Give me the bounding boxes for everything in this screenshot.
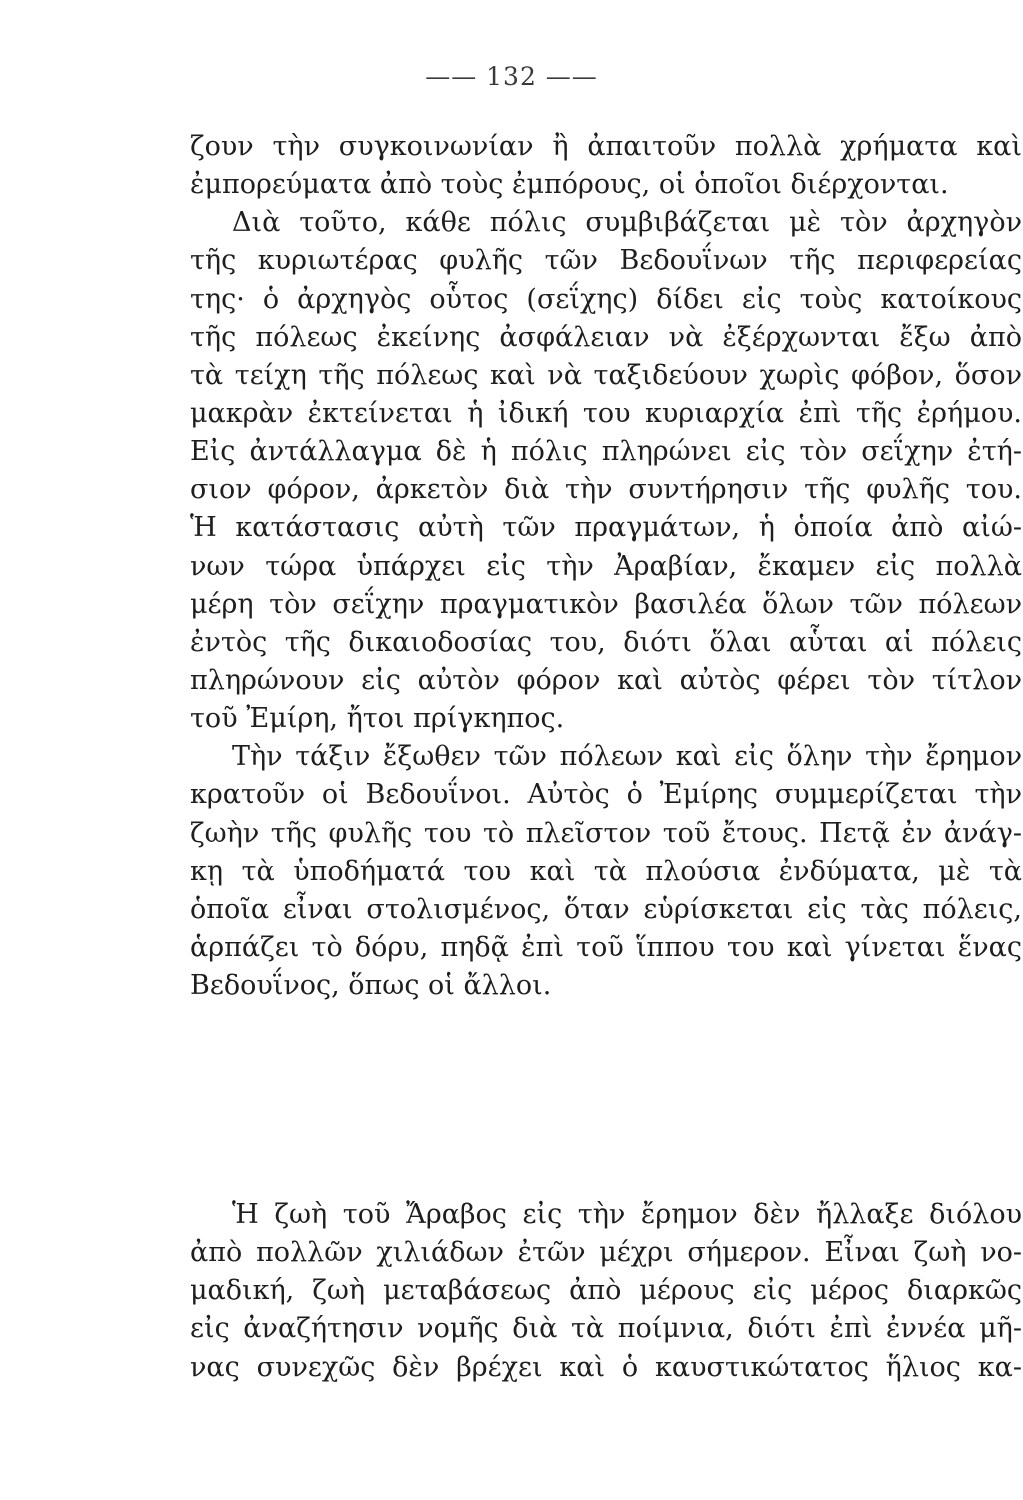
text-line: νας συνεχῶς δὲν βρέχει καὶ ὁ καυστικώτατος ἥλιος κα- (190, 1351, 1022, 1383)
text-line: Βεδουΐνος, ὅπως οἱ ἄλλοι. (190, 970, 552, 1002)
text-line: ζουν τὴν συγκοινωνίαν ἢ ἀπαιτοῦν πολλὰ χρήματα καὶ (190, 131, 1022, 162)
text-line: μακρὰν ἐκτείνεται ἡ ἰδική του κυριαρχία ἐπὶ τῆς ἐρήμου. (190, 397, 1022, 429)
paragraph-block-2 (190, 1196, 1022, 1387)
text-line: τοῦ Ἐμίρη, ἤτοι πρίγκηπος. (190, 703, 565, 735)
text-line: τῆς πόλεως ἐκείνης ἀσφάλειαν νὰ ἐξέρχωνται ἔξω ἀπὸ (190, 321, 1022, 353)
text-line: κῃ τὰ ὑποδήματά του καὶ τὰ πλούσια ἐνδύματα, μὲ τὰ (190, 855, 1022, 887)
text-line: Διὰ τοῦτο, κάθε πόλις συμβιβάζεται μὲ τὸν ἀρχηγὸν (232, 207, 1022, 239)
text-line: σιον φόρον, ἀρκετὸν διὰ τὴν συντήρησιν τῆς φυλῆς του. (190, 474, 1022, 506)
paragraph-block-1 (190, 128, 1022, 1005)
text-line: Εἰς ἀντάλλαγμα δὲ ἡ πόλις πληρώνει εἰς τὸν σεΐχην ἐτή- (190, 436, 1022, 468)
text-line: ζωὴν τῆς φυλῆς του τὸ πλεῖστον τοῦ ἔτους. Πετᾷ ἐν ἀνάγ- (190, 817, 1022, 849)
text-line: ἐμπορεύματα ἀπὸ τοὺς ἐμπόρους, οἱ ὁποῖοι διέρχονται. (190, 169, 949, 201)
text-line: πληρώνουν εἰς αὐτὸν φόρον καὶ αὐτὸς φέρει τὸν τίτλον (190, 664, 1022, 696)
text-line: μαδική, ζωὴ μεταβάσεως ἀπὸ μέρους εἰς μέρος διαρκῶς (190, 1275, 1022, 1307)
text-line: τῆς κυριωτέρας φυλῆς τῶν Βεδουΐνων τῆς περιφερείας (190, 245, 1022, 277)
text-line: ἁρπάζει τὸ δόρυ, πηδᾷ ἐπὶ τοῦ ἵππου του καὶ γίνεται ἕνας (190, 931, 1022, 963)
text-line: Ἡ ζωὴ τοῦ Ἄραβος εἰς τὴν ἔρημον δὲν ἤλλαξε διόλου (232, 1199, 1022, 1230)
text-line: κρατοῦν οἱ Βεδουΐνοι. Αὐτὸς ὁ Ἐμίρης συμμερίζεται τὴν (190, 779, 1022, 811)
text-line: της· ὁ ἀρχηγὸς οὗτος (σεΐχης) δίδει εἰς τοὺς κατοίκους (190, 283, 1022, 315)
text-line: ἐντὸς τῆς δικαιοδοσίας του, διότι ὅλαι αὗται αἱ πόλεις (190, 626, 1022, 658)
text-line: Τὴν τάξιν ἔξωθεν τῶν πόλεων καὶ εἰς ὅλην τὴν ἔρημον (232, 741, 1022, 773)
page-number: —— 132 —— (425, 62, 598, 91)
text-line: ἀπὸ πολλῶν χιλιάδων ἐτῶν μέχρι σήμερον. Εἶναι ζωὴ νο- (190, 1237, 1022, 1269)
text-line: ὁποῖα εἶναι στολισμένος, ὅταν εὑρίσκεται εἰς τὰς πόλεις, (190, 893, 1022, 925)
text-line: τὰ τείχη τῆς πόλεως καὶ νὰ ταξιδεύουν χωρὶς φόβον, ὅσον (190, 359, 1022, 391)
text-line: νων τώρα ὑπάρχει εἰς τὴν Ἀραβίαν, ἔκαμεν εἰς πολλὰ (190, 550, 1022, 582)
text-line: Ἡ κατάστασις αὐτὴ τῶν πραγμάτων, ἡ ὁποία ἀπὸ αἰώ- (190, 512, 1022, 544)
text-line: εἰς ἀναζήτησιν νομῆς διὰ τὰ ποίμνια, διότι ἐπὶ ἐννέα μῆ- (190, 1313, 1022, 1345)
text-line: μέρη τὸν σεΐχην πραγματικὸν βασιλέα ὅλων τῶν πόλεων (190, 588, 1022, 620)
